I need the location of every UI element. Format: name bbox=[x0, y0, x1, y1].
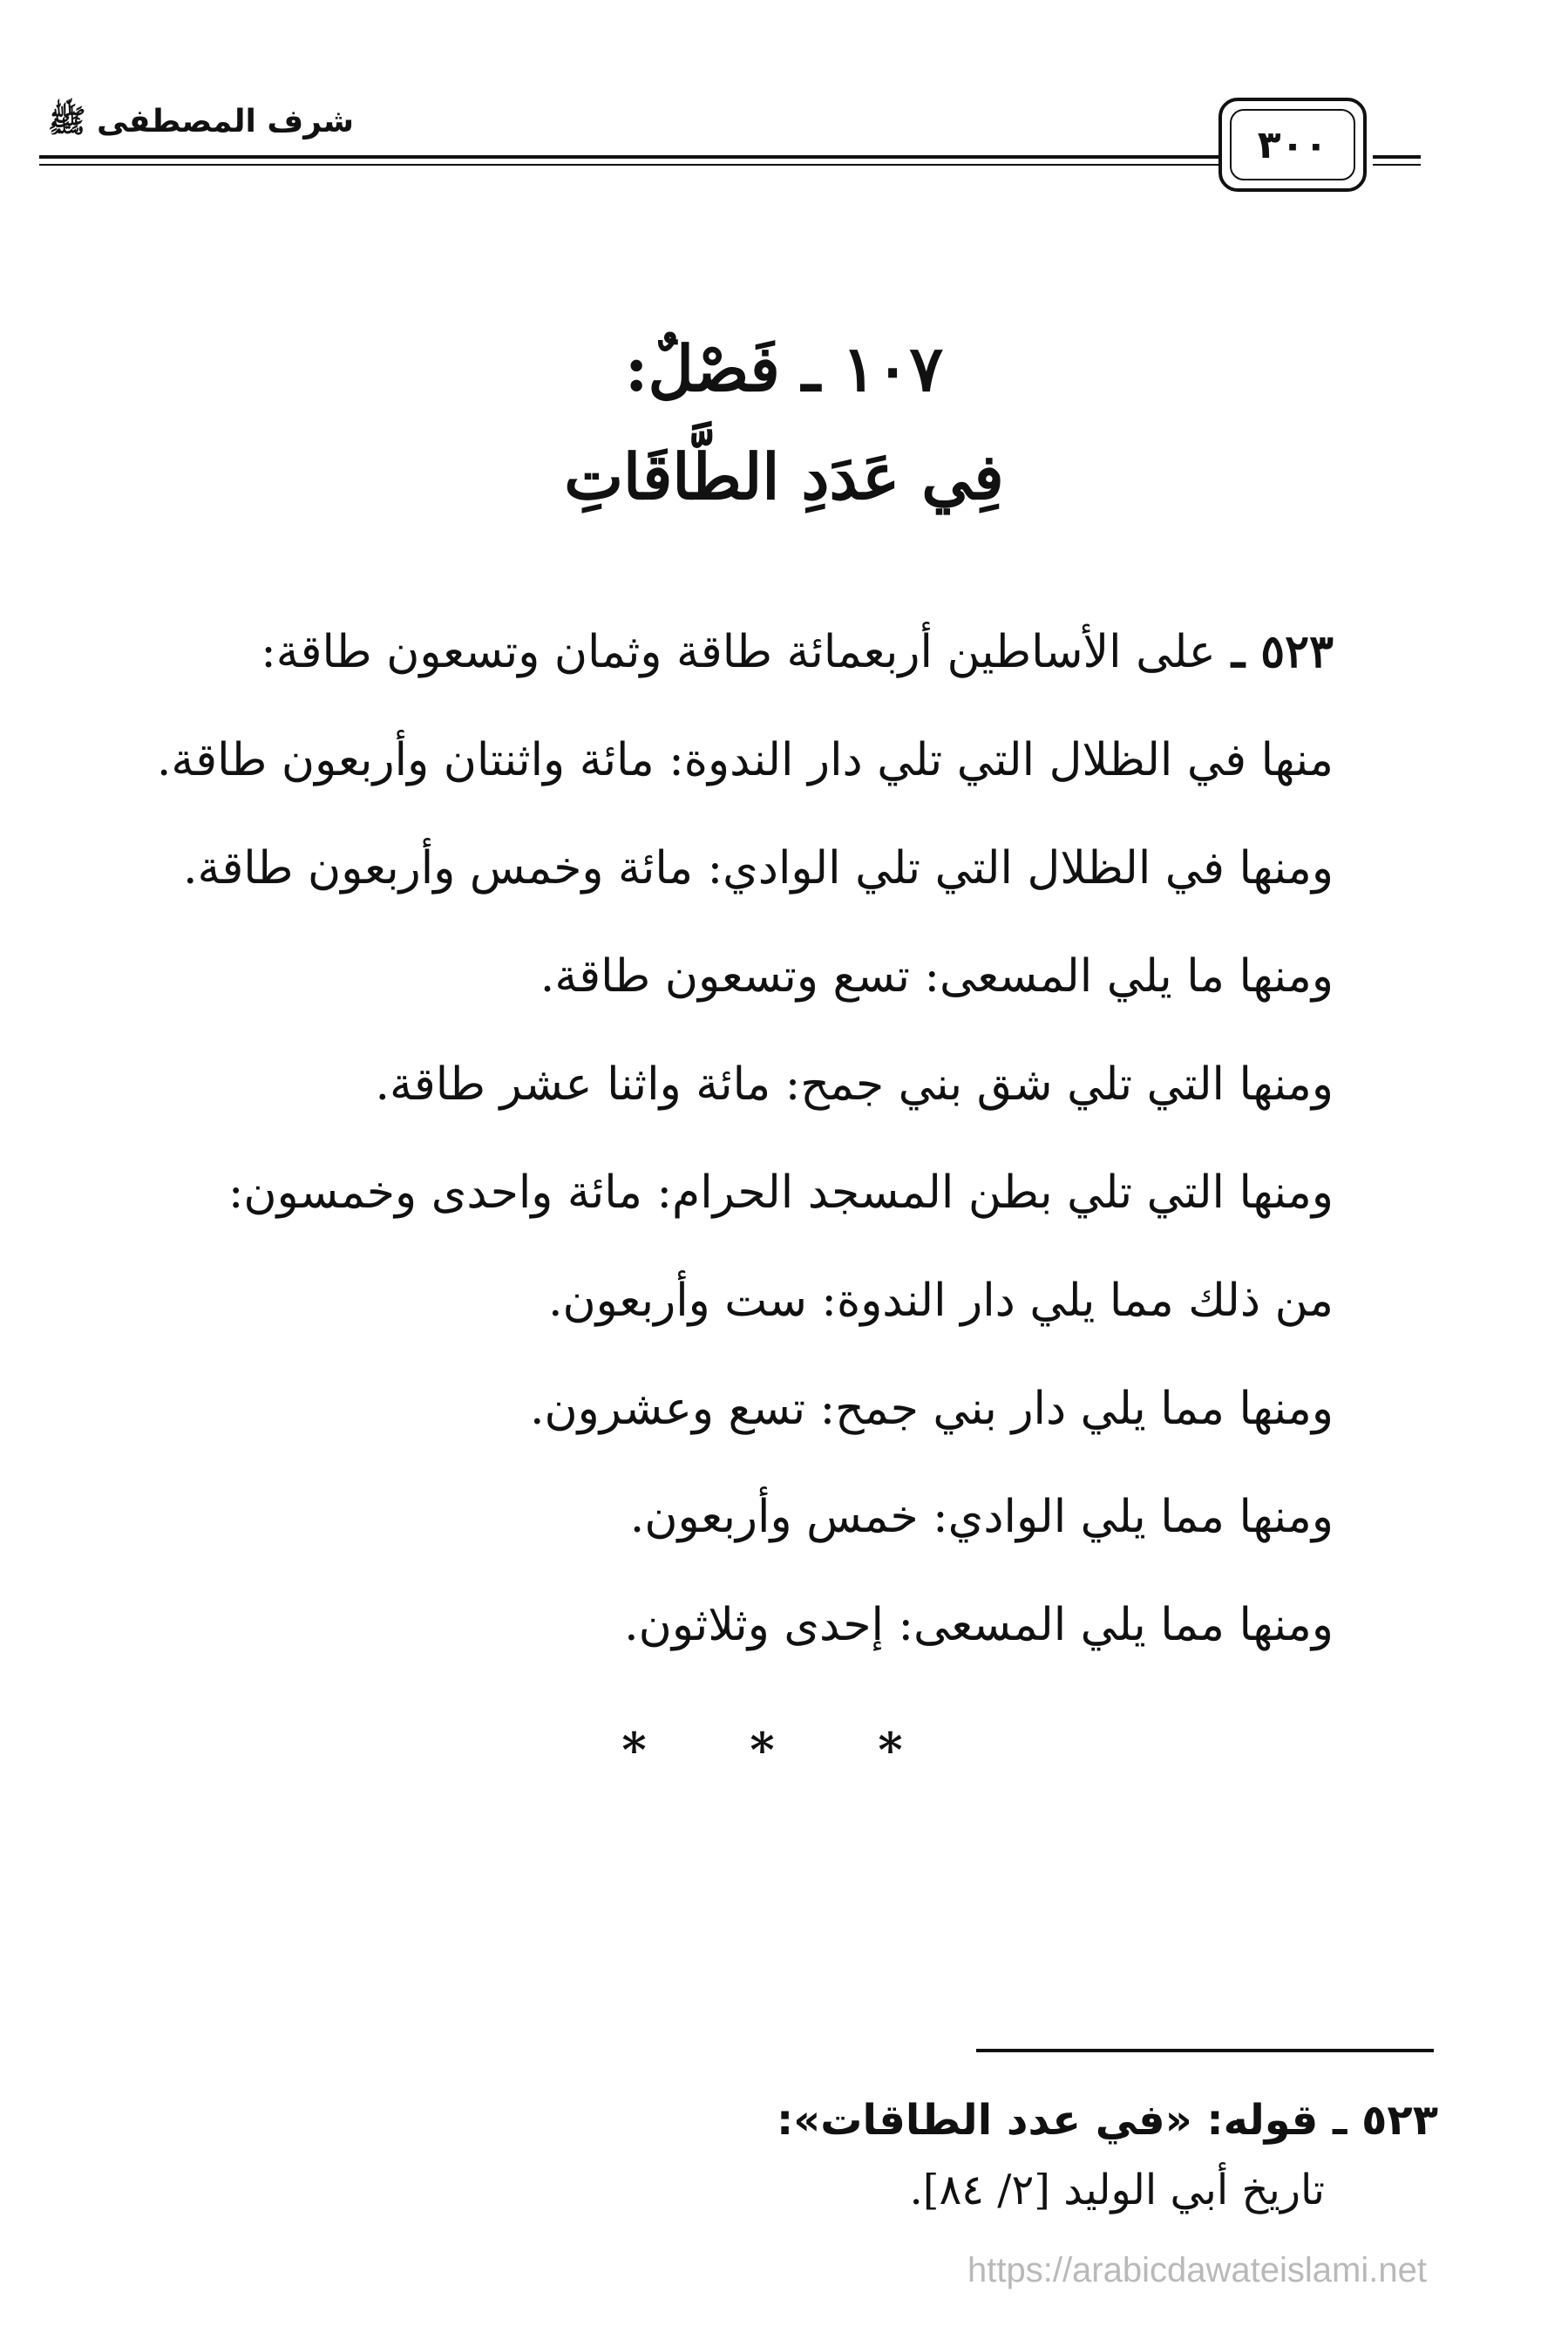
body-line bbox=[174, 1463, 1334, 1571]
footnote-line bbox=[610, 2085, 1438, 2155]
footnote-lead: ٥٢٣ ـ قوله: «في عدد الطاقات»: bbox=[777, 2096, 1438, 2145]
entry-number: ٥٢٣ ـ bbox=[1215, 625, 1334, 678]
header-rule-right-thin bbox=[1373, 164, 1421, 166]
body-line-text: ومنها التي تلي شق بني جمح: مائة واثنا عشر طاقة. bbox=[375, 1058, 1334, 1111]
body-line bbox=[174, 598, 1334, 706]
chapter-number-heading: ١٠٧ ـ فَصْلٌ: bbox=[624, 331, 944, 405]
body-line-text: ومنها مما يلي المسعى: إحدى وثلاثون. bbox=[624, 1599, 1334, 1651]
body-line bbox=[174, 814, 1334, 922]
footnote-reference: تاريخ أبي الوليد [٢/ ٨٤]. bbox=[909, 2166, 1325, 2214]
footnote-rule bbox=[976, 2049, 1434, 2052]
body-line-text: من ذلك مما يلي دار الندوة: ست وأربعون. bbox=[547, 1275, 1334, 1327]
page-number-frame bbox=[1218, 98, 1367, 192]
body-line bbox=[156, 706, 1334, 814]
body-line-text: ومنها التي تلي بطن المسجد الحرام: مائة واحدى وخمسون: bbox=[227, 1166, 1334, 1219]
footnote-line bbox=[610, 2155, 1438, 2225]
header-rule bbox=[39, 155, 1220, 159]
body-line-text: ومنها في الظلال التي تلي الوادي: مائة وخمس وأربعون طاقة. bbox=[183, 842, 1334, 894]
body-text bbox=[156, 598, 1334, 1679]
header-rule-thin bbox=[39, 164, 1220, 166]
section-separator-asterisks: * * * bbox=[621, 1722, 947, 1778]
footnotes bbox=[610, 2085, 1438, 2225]
running-header-title: شرف المصطفى ﷺ bbox=[48, 104, 355, 139]
body-line bbox=[174, 1030, 1334, 1139]
body-line-text: ومنها مما يلي الوادي: خمس وأربعون. bbox=[629, 1491, 1334, 1543]
body-line bbox=[174, 1247, 1334, 1355]
watermark-url: https://arabicdawateislami.net bbox=[967, 2251, 1427, 2289]
body-line-text: منها في الظلال التي تلي دار الندوة: مائة واثنتان وأربعون طاقة. bbox=[156, 734, 1334, 786]
chapter-title: فِي عَدَدِ الطَّاقَاتِ bbox=[564, 439, 1004, 514]
body-line bbox=[174, 1571, 1334, 1679]
body-line bbox=[174, 1139, 1334, 1247]
page-number: ٣٠٠ bbox=[1230, 109, 1355, 180]
body-line bbox=[174, 922, 1334, 1030]
body-line-text: على الأساطين أربعمائة طاقة وثمان وتسعون طاقة: bbox=[261, 626, 1216, 678]
body-line-text: ومنها مما يلي دار بني جمح: تسع وعشرون. bbox=[529, 1383, 1334, 1435]
body-line bbox=[174, 1355, 1334, 1463]
body-line-text: ومنها ما يلي المسعى: تسع وتسعون طاقة. bbox=[540, 950, 1334, 1003]
header-rule-right bbox=[1373, 155, 1421, 159]
